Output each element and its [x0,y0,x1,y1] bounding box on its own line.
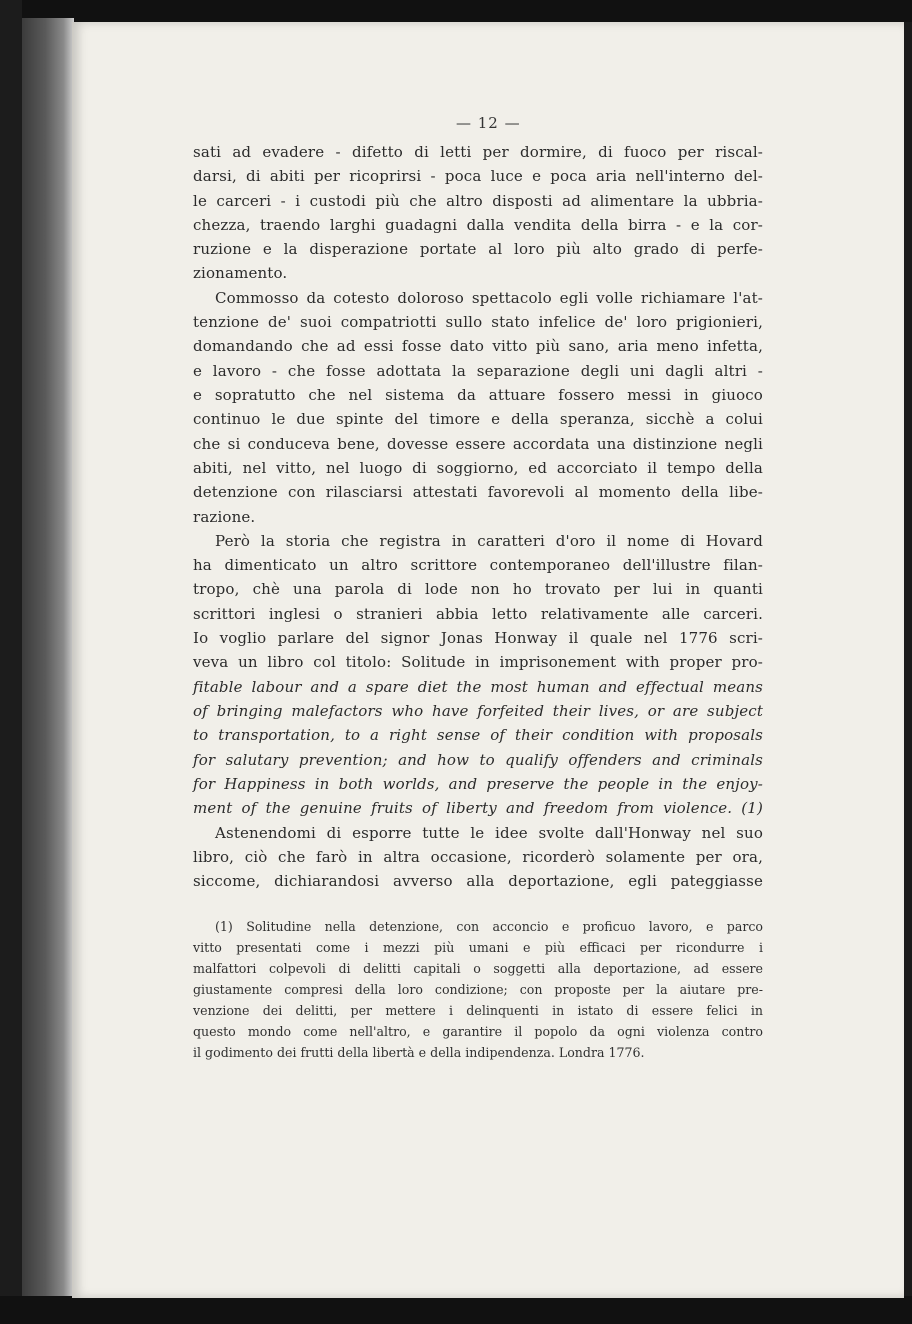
body-line: le carceri - i custodi più che altro disposti ad alimentare la ubbria- [193,192,763,210]
body-line-title: for Happiness in both worlds, and preserve the people in the enjoy- [193,775,763,793]
body-line: siccome, dichiarandosi avverso alla deportazione, egli pateggiasse [193,872,763,890]
footnote-line: venzione dei delitti, per mettere i delinquenti in istato di essere felici in [193,1003,763,1018]
book-spine-shadow [22,18,74,1302]
body-line: ha dimenticato un altro scrittore contemporaneo dell'illustre filan- [193,556,763,574]
body-line-title: ment of the genuine fruits of liberty and freedom from violence. (1) [193,799,763,817]
footnote-line: questo mondo come nell'altro, e garantire il popolo da ogni violenza contro [193,1024,763,1039]
body-line: scrittori inglesi o stranieri abbia letto relativamente alle carceri. [193,605,763,623]
body-line: che si conduceva bene, dovesse essere accordata una distinzione negli [193,435,763,453]
body-line: zionamento. [193,264,288,282]
body-line: tenzione de' suoi compatriotti sullo stato infelice de' loro prigionieri, [193,313,763,331]
body-line: domandando che ad essi fosse dato vitto più sano, aria meno infetta, [193,337,763,355]
footnote-line: malfattori colpevoli di delitti capitali o soggetti alla deportazione, ad essere [193,961,763,976]
body-line: e sopratutto che nel sistema da attuare fossero messi in giuoco [193,386,763,404]
body-line: Astenendomi di esporre tutte le idee svolte dall'Honway nel suo [215,824,763,842]
body-line: Io voglio parlare del signor Jonas Honway il quale nel 1776 scri- [193,629,763,647]
body-line: veva un libro col titolo: Solitude in imprisonement with proper pro- [193,653,763,671]
body-line: ruzione e la disperazione portate al loro più alto grado di perfe- [193,240,763,258]
body-line: Però la storia che registra in caratteri d'oro il nome di Hovard [215,532,763,550]
footnote-line: vitto presentati come i mezzi più umani e più efficaci per ricondurre i [193,940,763,955]
page-number: — 12 — [456,114,521,132]
body-line: detenzione con rilasciarsi attestati favorevoli al momento della libe- [193,483,763,501]
footnote-line: giustamente compresi della loro condizione; con proposte per la aiutare pre- [193,982,763,997]
body-line: sati ad evadere - difetto di letti per dormire, di fuoco per riscal- [193,143,763,161]
body-line-title: fitable labour and a spare diet the most human and effectual means [193,678,763,696]
scan-border-bottom [0,1296,912,1324]
body-line-title: for salutary prevention; and how to qualify offenders and criminals [193,751,763,769]
body-line: darsi, di abiti per ricoprirsi - poca luce e poca aria nell'interno del- [193,167,763,185]
body-line-title: of bringing malefactors who have forfeited their lives, or are subject [193,702,763,720]
body-line: razione. [193,508,256,526]
body-line: chezza, traendo larghi guadagni dalla vendita della birra - e la cor- [193,216,763,234]
body-line: tropo, chè una parola di lode non ho trovato per lui in quanti [193,580,763,598]
body-line: e lavoro - che fosse adottata la separazione degli uni dagli altri - [193,362,763,380]
scan-border-left [0,0,22,1324]
scan-border-top [0,0,912,22]
body-line: Commosso da cotesto doloroso spettacolo egli volle richiamare l'at- [215,289,763,307]
body-line: continuo le due spinte del timore e della speranza, sicchè a colui [193,410,763,428]
body-line: libro, ciò che farò in altra occasione, ricorderò solamente per ora, [193,848,763,866]
body-line: abiti, nel vitto, nel luogo di soggiorno, ed accorciato il tempo della [193,459,763,477]
footnote-line: il godimento dei frutti della libertà e della indipendenza. Londra 1776. [193,1045,645,1060]
body-line-title: to transportation, to a right sense of their condition with proposals [193,726,763,744]
footnote-line: (1) Solitudine nella detenzione, con acconcio e proficuo lavoro, e parco [215,919,763,934]
